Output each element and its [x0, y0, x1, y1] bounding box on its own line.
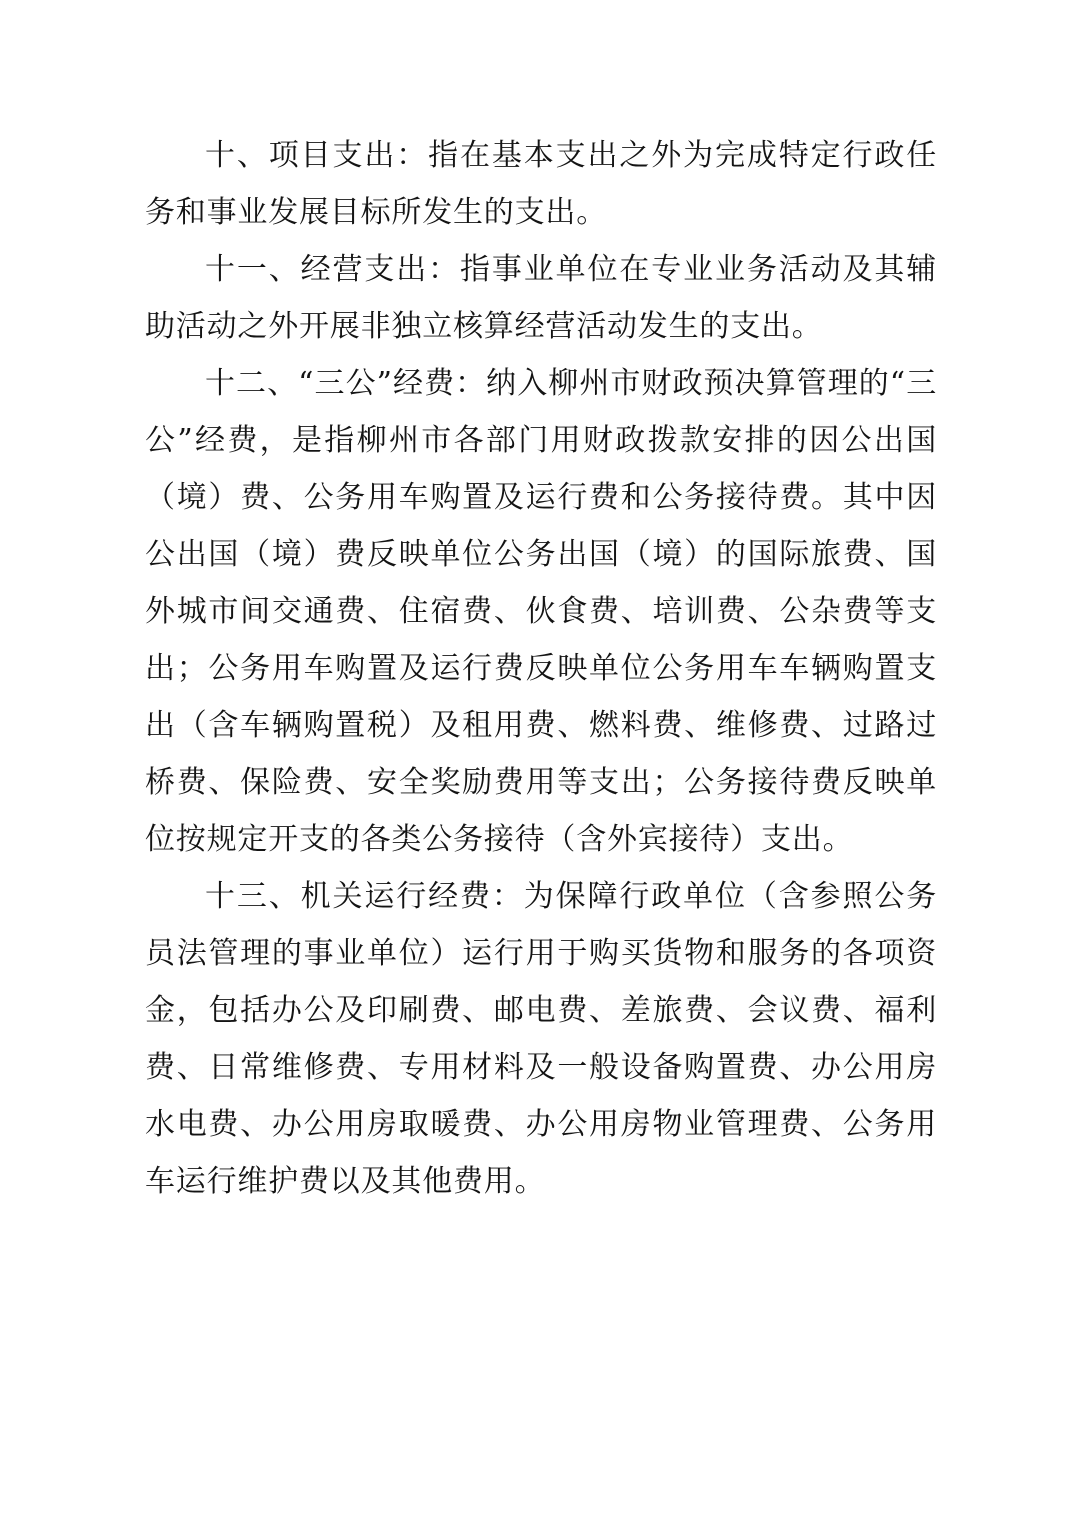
document-body: [145, 127, 937, 1210]
paragraph-item-10: 十、项目支出：指在基本支出之外为完成特定行政任务和事业发展目标所发生的支出。: [145, 138, 937, 230]
paragraph-item-12: 十二、“三公”经费：纳入柳州市财政预决算管理的“三公”经费，是指柳州市各部门用财政拨款安排的因公出国（境）费、公务用车购置及运行费和公务接待费。其中因公出国（境）费反映单位公务出国（境）的国际旅费、国外城市间交通费、住宿费、伙食费、培训费、公杂费等支出；公务用车购置及运行费反映单位公务用车车辆购置支出（含车辆购置税）及租用费、燃料费、维修费、过路过桥费、保险费、安全奖励费用等支出；公务接待费反映单位按规定开支的各类公务接待（含外宾接待）支出。: [145, 366, 937, 857]
paragraph-item-13: 十三、机关运行经费：为保障行政单位（含参照公务员法管理的事业单位）运行用于购买货物和服务的各项资金，包括办公及印刷费、邮电费、差旅费、会议费、福利费、日常维修费、专用材料及一般设备购置费、办公用房水电费、办公用房取暖费、办公用房物业管理费、公务用车运行维护费以及其他费用。: [145, 879, 937, 1199]
paragraph-item-11: 十一、经营支出：指事业单位在专业业务活动及其辅助活动之外开展非独立核算经营活动发生的支出。: [145, 252, 937, 344]
